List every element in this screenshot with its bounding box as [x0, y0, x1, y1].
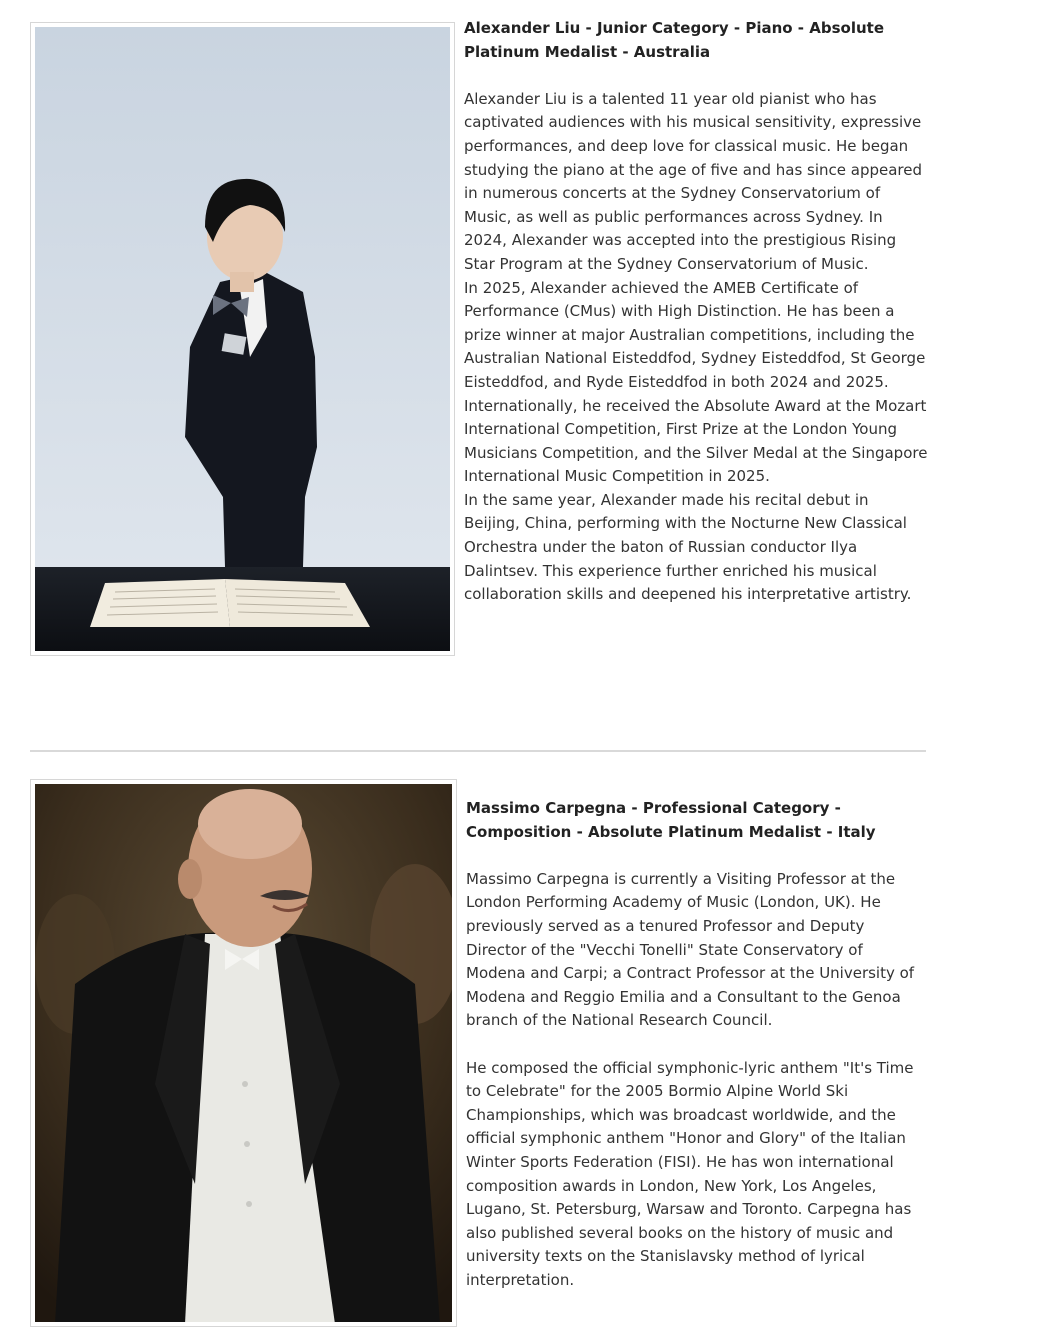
entry-text — [464, 17, 929, 607]
photo-frame — [30, 22, 455, 656]
photo-frame — [30, 779, 457, 1327]
pianist-illustration — [35, 27, 450, 651]
entry-title: Massimo Carpegna - Professional Category - Composition - Absolute Platinum Medalist - Italy — [466, 799, 876, 841]
section-divider — [30, 750, 926, 752]
bio-paragraph: Alexander Liu is a talented 11 year old pianist who has captivated audiences with his musical sensitivity, expressive performances, and deep love for classical music. He began studying the piano at the age of five and has since appeared in numerous concerts at the Sydney Conservatorium of Music, as well as public performances across Sydney. In 2024, Alexander was accepted into the prestigious Rising Star Program at the Sydney Conservatorium of Music. — [464, 89, 923, 273]
pianist-photo — [35, 27, 450, 651]
bio-paragraph: In 2025, Alexander achieved the AMEB Certificate of Performance (CMus) with High Distinction. He has been a prize winner at major Australian competitions, including the Australian National Eisteddfod, Sydney Eisteddfod, St George Eisteddfod, and Ryde Eisteddfod in both 2024 and 2025. Internationally, he received the Absolute Award at the Mozart International Competition, First Prize at the London Young Musicians Competition, and the Silver Medal at the Singapore International Music Competition in 2025. — [464, 278, 928, 486]
entry-text — [466, 797, 926, 1292]
bio-paragraph: He composed the official symphonic-lyric anthem "It's Time to Celebrate" for the 2005 Bormio Alpine World Ski Championships, which was broadcast worldwide, and the official symphonic anthem "Honor and Glory" of the Italian Winter Sports Federation (FISI). He has won international composition awards in London, New York, Los Angeles, Lugano, St. Petersburg, Warsaw and Toronto. Carpegna has also published several books on the history of music and university texts on the Stanislavsky method of lyrical interpretation. — [466, 1058, 914, 1289]
bio-paragraph: In the same year, Alexander made his recital debut in Beijing, China, performing with the Nocturne New Classical Orchestra under the baton of Russian conductor Ilya Dalintsev. This experience further enriched his musical collaboration skills and deepened his interpretative artistry. — [464, 490, 912, 604]
entry-title: Alexander Liu - Junior Category - Piano - Absolute Platinum Medalist - Australia — [464, 19, 884, 61]
bio-paragraph: Massimo Carpegna is currently a Visiting Professor at the London Performing Academy of Music (London, UK). He previously served as a tenured Professor and Deputy Director of the "Vecchi Tonelli" State Conservatory of Modena and Carpi; a Contract Professor at the University of Modena and Reggio Emilia and a Consultant to the Genoa branch of the National Research Council. — [466, 869, 915, 1030]
conductor-illustration — [35, 784, 452, 1322]
conductor-photo — [35, 784, 452, 1322]
